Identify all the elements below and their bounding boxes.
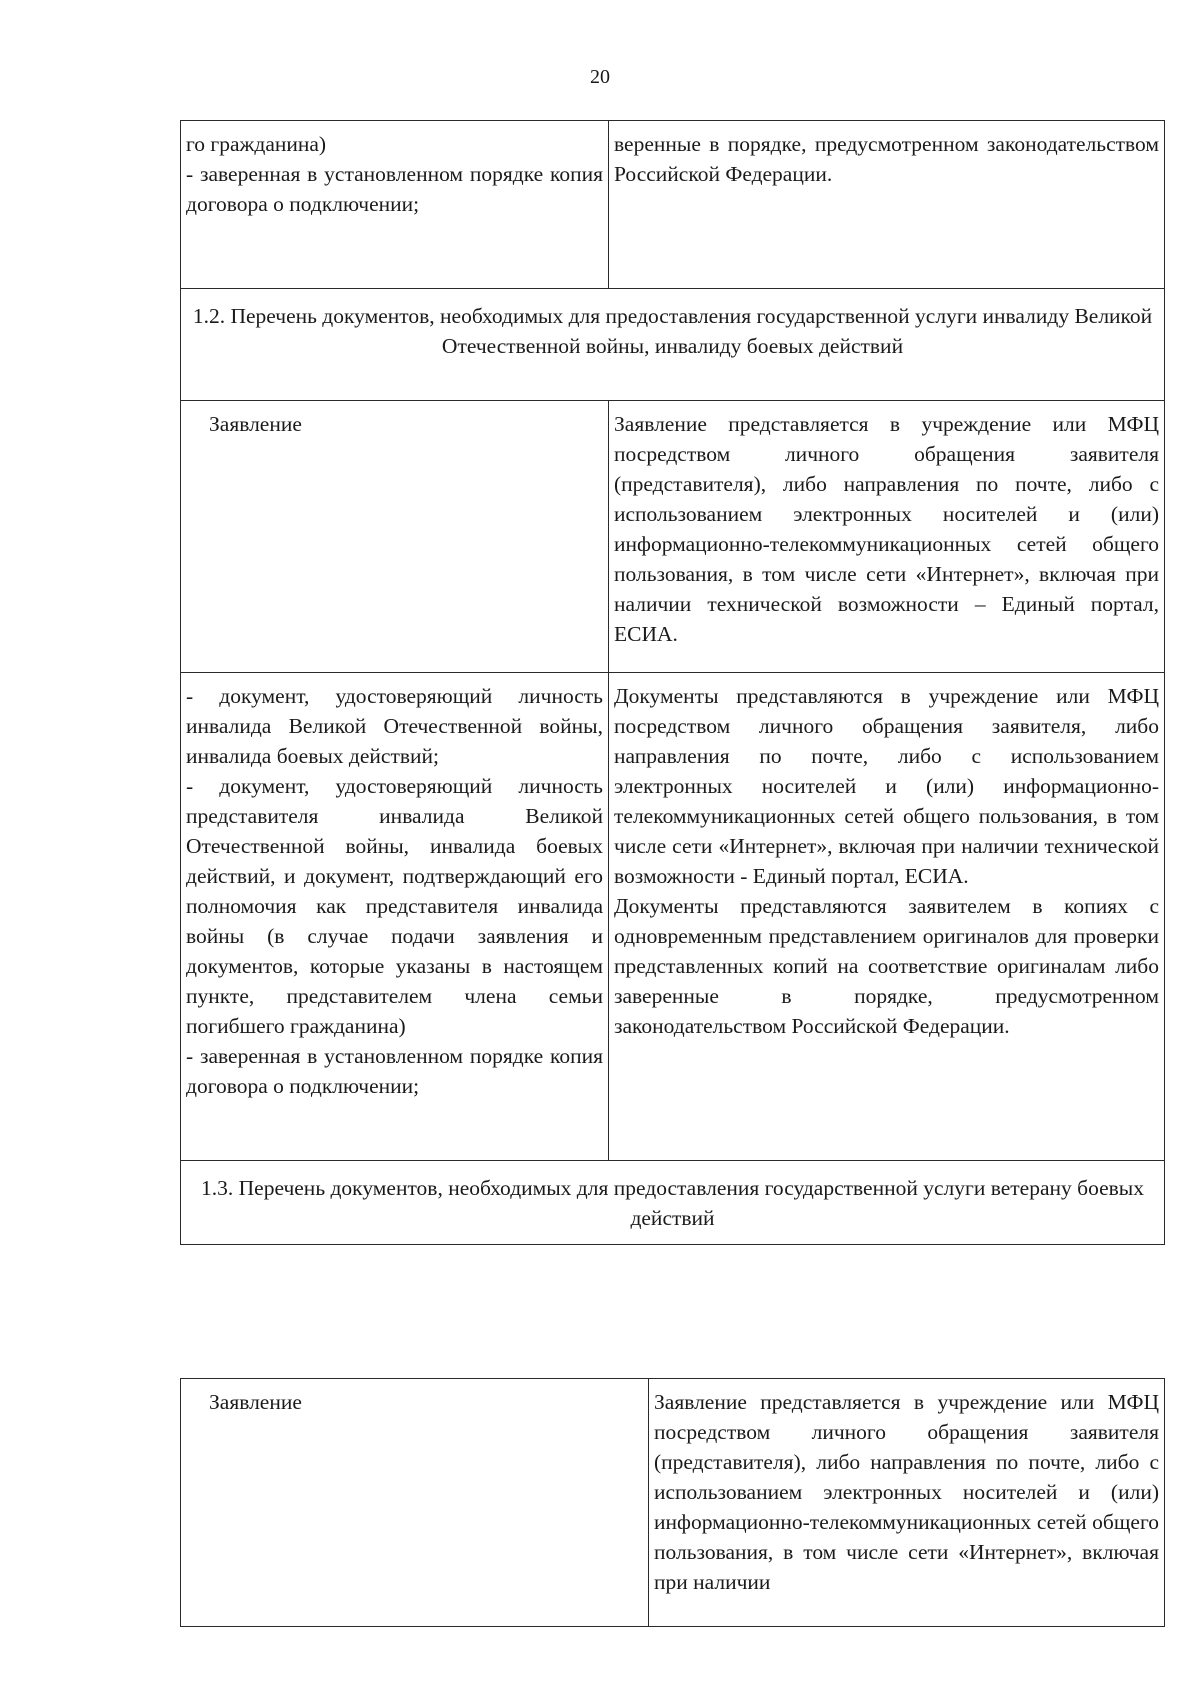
section-heading-row [181,1161,1165,1245]
identity-document-item: - документ, удостоверяющий личность инвалида Великой Отечественной войны, инвалида боевых действий; [186,684,603,768]
section-1-2-title: 1.2. Перечень документов, необходимых для предоставления государственной услуги инвалиду Великой Отечественной войны, инвалиду боевых действий [181,289,1165,401]
section-1-3-title: 1.3. Перечень документов, необходимых для предоставления государственной услуги ветерану боевых действий [181,1161,1165,1245]
table-row-identity-documents [181,673,1165,1161]
contract-copy-item: - заверенная в установленном порядке копия договора о подключении; [186,1044,603,1098]
cell-identity-documents [181,673,609,1161]
continuation-text: го гражданина) [186,132,327,156]
representative-document-item: - документ, удостоверяющий личность представителя инвалида Великой Отечественной войны, инвалида боевых действий, и документ, подтверждающий его полномочия как представителя инвалида войны (в случае подачи заявления и документов, которые указаны в настоящем пункте, представителем члена семьи погибшего гражданина) [186,774,603,1038]
submission-method-text: Документы представляются в учреждение или МФЦ посредством личного обращения заявителя, либо направления по почте, либо с использованием электронных носителей и (или) информационно-телекоммуникационных сетей общего пользования, в том числе сети «Интернет», включая при наличии технической возможности - Единый портал, ЕСИА. [614,684,1159,888]
table-row-application [181,1379,1165,1627]
cell-application-label: Заявление [181,1379,649,1627]
cell-continuation-notes [609,121,1165,289]
application-description-text: Заявление представляется в учреждение или МФЦ посредством личного обращения заявителя (представителя), либо направления по почте, либо с использованием электронных носителей и (или) информационно-телекоммуникационных сетей общего пользования, в том числе сети «Интернет», включая при наличии [654,1390,1159,1594]
table-row-application [181,401,1165,673]
copies-requirement-text: Документы представляются заявителем в копиях с одновременным представлением оригиналов для проверки представленных копий на соответствие оригиналам либо заверенные в порядке, предусмотренном законодательством Российской Федерации. [614,894,1159,1038]
cell-application-description [609,401,1165,673]
continuation-note-text: веренные в порядке, предусмотренном законодательством Российской Федерации. [614,132,1159,186]
page-number: 20 [590,66,610,88]
table-row-continuation [181,121,1165,289]
cell-application-description [649,1379,1165,1627]
cell-application-label: Заявление [181,401,609,673]
section-heading-row [181,289,1165,401]
cell-identity-documents-description [609,673,1165,1161]
documents-table [180,120,1165,1245]
contract-copy-item: - заверенная в установленном порядке копия договора о подключении; [186,162,603,216]
documents-table-continued [180,1378,1165,1627]
cell-continuation-documents [181,121,609,289]
application-description-text: Заявление представляется в учреждение или МФЦ посредством личного обращения заявителя (представителя), либо направления по почте, либо с использованием электронных носителей и (или) информационно-телекоммуникационных сетей общего пользования, в том числе сети «Интернет», включая при наличии технической возможности – Единый портал, ЕСИА. [614,412,1159,646]
